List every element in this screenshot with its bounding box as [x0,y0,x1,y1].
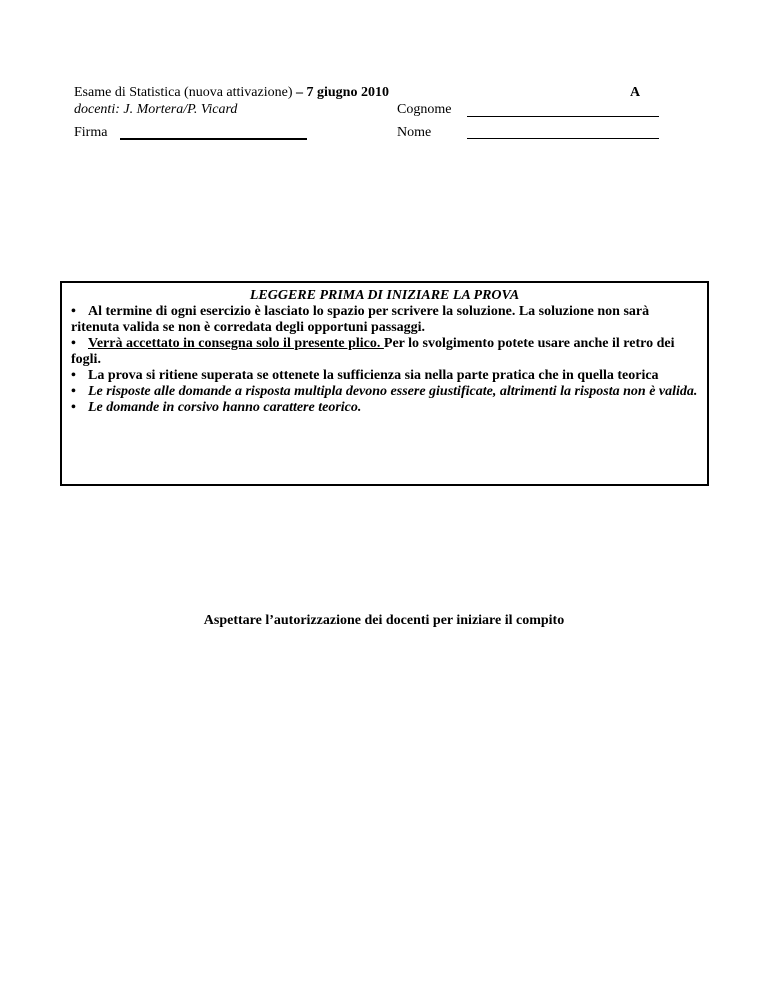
signature-field[interactable] [120,126,307,140]
bullet-icon: • [71,368,76,383]
name-field[interactable] [467,126,659,139]
rule-text-underlined: Verrà accettato in consegna solo il presente plico. [88,336,384,351]
bullet-icon: • [71,400,76,415]
rule-item [71,304,699,336]
rule-text: Le risposte alle domande a risposta multipla devono essere giustificate, altrimenti la risposta non è valida. [88,384,698,399]
rule-item [71,368,699,384]
bullet-icon: • [71,304,76,319]
signature-label: Firma [74,125,108,140]
rule-item [71,336,699,368]
exam-date: – 7 giugno 2010 [292,85,389,100]
surname-field[interactable] [467,104,659,117]
surname-label: Cognome [397,102,452,117]
teachers: docenti: J. Mortera/P. Vicard [74,102,238,117]
exam-title: Esame di Statistica (nuova attivazione) [74,85,293,100]
wait-notice: Aspettare l’autorizzazione dei docenti per iniziare il compito [203,613,565,628]
rule-text: Per lo svolgimento potete usare anche il retro dei fogli. [71,336,675,367]
rule-text: La prova si ritiene superata se ottenete la sufficienza sia nella parte pratica che in quella teorica [88,368,659,383]
exam-title-line [74,85,389,101]
rule-text: Al termine di ogni esercizio è lasciato lo spazio per scrivere la soluzione. La soluzione non sarà ritenuta valida se non è corredata degli opportuni passaggi. [71,304,650,335]
name-label: Nome [397,125,432,140]
bullet-icon: • [71,384,76,399]
exam-version: A [630,85,641,100]
rule-item [71,384,699,400]
rule-item [71,400,699,416]
instructions-box [60,281,709,486]
rule-text: Le domande in corsivo hanno carattere teorico. [88,400,362,415]
bullet-icon: • [71,336,76,351]
rules-list [71,304,699,416]
instructions-title: LEGGERE PRIMA DI INIZIARE LA PROVA [249,288,520,303]
